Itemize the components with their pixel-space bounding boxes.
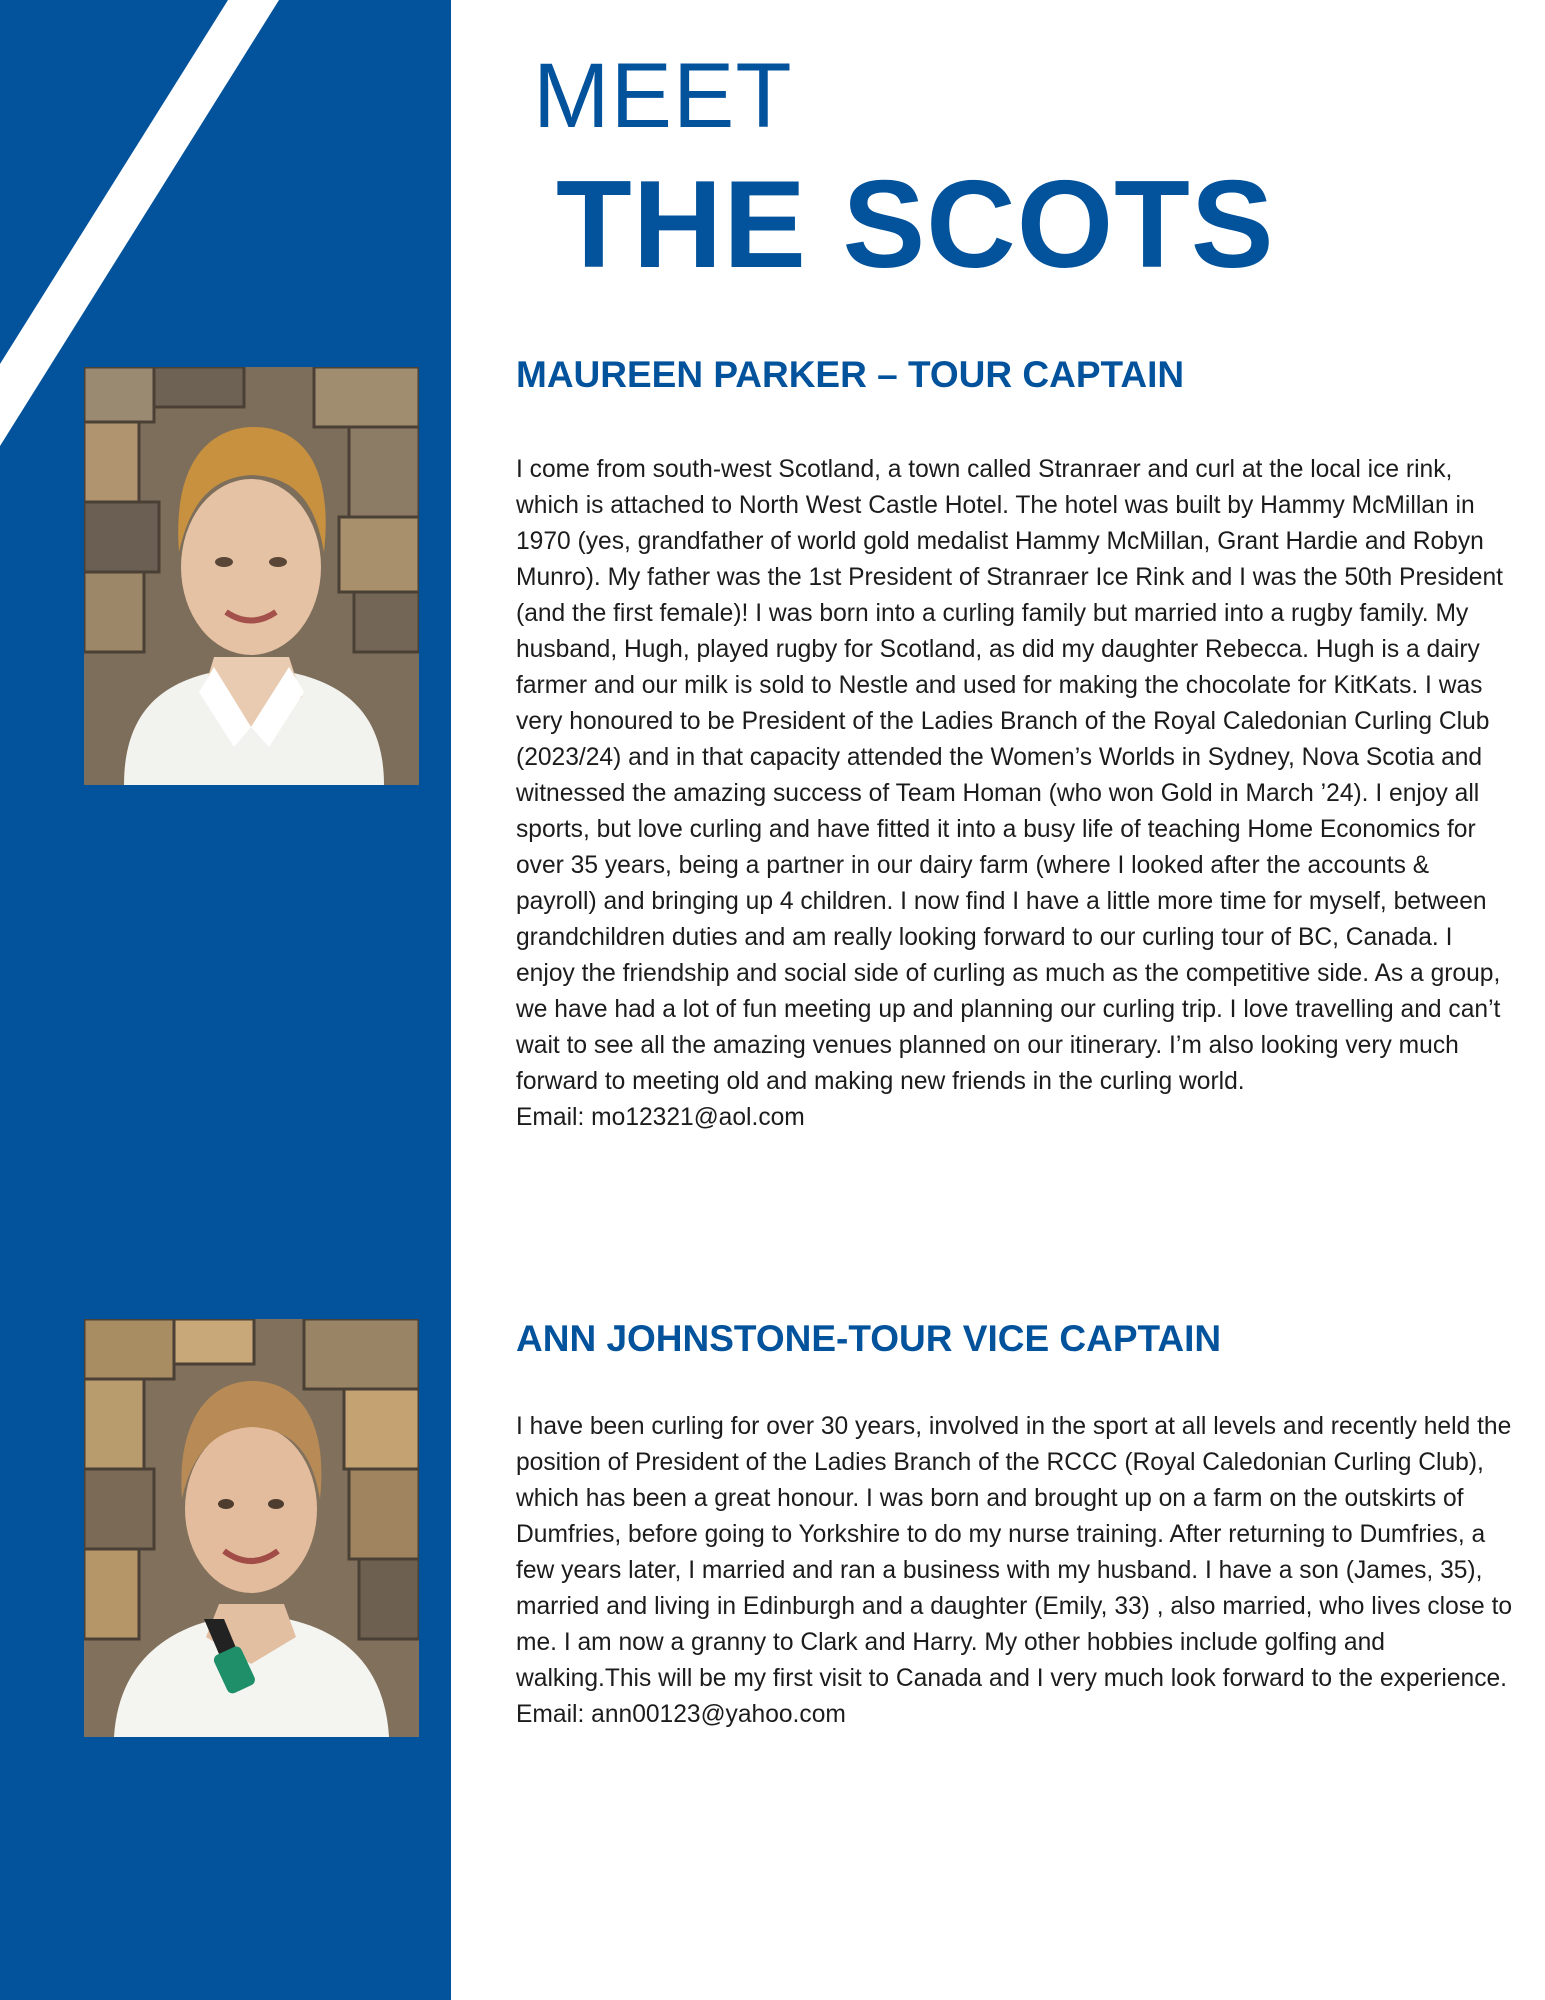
ann-johnstone-photo bbox=[84, 1319, 419, 1737]
title-the-scots: THE SCOTS bbox=[556, 156, 1275, 294]
title-meet: MEET bbox=[533, 45, 793, 147]
email-line: Email: mo12321@aol.com bbox=[516, 1104, 805, 1131]
profile-bio-maureen bbox=[516, 452, 1516, 1136]
bio-text: I come from south-west Scotland, a town called Stranraer and curl at the local ice rink, which is attached to North West Castle Hotel. The hotel was built by Hammy McMillan in 1970 (yes, grandfather of world gold medalist Hammy McMillan, Grant Hardie and Robyn Munro). My father was the 1st President of Stranraer Ice Rink and I was the 50th President (and the first female)! I was born into a curling family but married into a rugby family. My husband, Hugh, played rugby for Scotland, as did my daughter Rebecca. Hugh is a dairy farmer and our milk is sold to Nestle and used for making the chocolate for KitKats. I was very honoured to be President of the Ladies Branch of the Royal Caledonian Curling Club (2023/24) and in that capacity attended the Women’s Worlds in Sydney, Nova Scotia and witnessed the amazing success of Team Homan (who won Gold in March ’24). I enjoy all sports, but love curling and have fitted it into a busy life of teaching Home Economics for over 35 years, being a partner in our dairy farm (where I looked after the accounts & payroll) and bringing up 4 children. I now find I have a little more time for myself, between grandchildren duties and am really looking forward to our curling tour of BC, Canada. I enjoy the friendship and social side of curling as much as the competitive side. As a group, we have had a lot of fun meeting up and planning our curling trip. I love travelling and can’t wait to see all the amazing venues planned on our itinerary. I’m also looking very much forward to meeting old and making new friends in the curling world. bbox=[516, 456, 1503, 1095]
maureen-parker-photo bbox=[84, 367, 419, 785]
profile-heading-maureen: MAUREEN PARKER – TOUR CAPTAIN bbox=[516, 354, 1185, 395]
email-line: Email: ann00123@yahoo.com bbox=[516, 1701, 846, 1728]
bio-text: I have been curling for over 30 years, involved in the sport at all levels and recently held the position of President of the Ladies Branch of the RCCC (Royal Caledonian Curling Club), which has been a great honour. I was born and brought up on a farm on the outskirts of Dumfries, before going to Yorkshire to do my nurse training. After returning to Dumfries, a few years later, I married and ran a business with my husband. I have a son (James, 35), married and living in Edinburgh and a daughter (Emily, 33) , also married, who lives close to me. I am now a granny to Clark and Harry. My other hobbies include golfing and walking.This will be my first visit to Canada and I very much look forward to the experience. bbox=[516, 1413, 1513, 1692]
profile-heading-ann: ANN JOHNSTONE-TOUR VICE CAPTAIN bbox=[516, 1318, 1222, 1359]
profile-bio-ann bbox=[516, 1409, 1516, 1733]
blue-sidebar bbox=[0, 0, 451, 2000]
